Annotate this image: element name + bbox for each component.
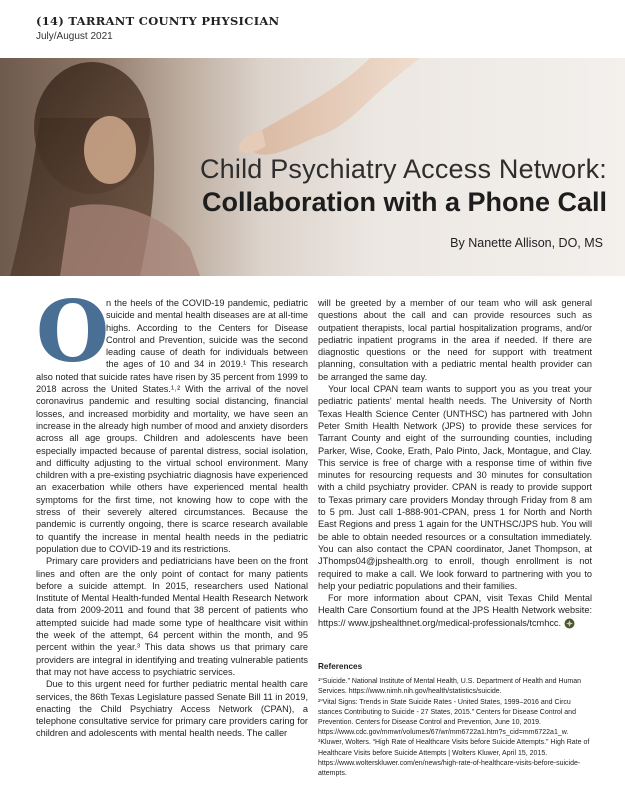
paragraph: Primary care providers and pediatricians have been on the front lines and often are the only point of contact for many patients before a suicide attempt. In 2015, researchers used National Institute of Mental Health-funded Mental Health Research Network data from 2009-2011 and found that 38 percent of patients who attempted suicide had made some type of healthcare visit within the week of the attempt, 64 percent within the month, and 95 percent within the year.³ This data shows us that primary care providers are integral in identifying and treating vulnerable patients that may not have access to psychiatric services. [36, 556, 308, 677]
paragraph: will be greeted by a member of our team who will ask general questions about the call and can provide resources such as outpatient therapists, local partial hospitalization programs, and/or pediatric inpatient programs in the area if needed. If there are diagnostic questions or the need for support with treatment planning, consultation with a pediatric mental health provider can be arranged the same day. [318, 298, 592, 382]
references-section [318, 662, 594, 779]
paragraph [318, 592, 592, 629]
paragraph: Due to this urgent need for further pediatric mental health care services, the 86th Texas Legislature passed Senate Bill 11 in 2019, enacting the Child Psychiatry Access Network (CPAN), a telephone consultative service for primary care providers caring for children and adolescents with mental health needs. The caller [36, 679, 308, 739]
hero-banner [0, 58, 625, 276]
publication-name: (14) TARRANT COUNTY PHYSICIAN [36, 14, 280, 28]
article-column-left [36, 282, 308, 740]
article-byline: By Nanette Allison, DO, MS [450, 236, 603, 250]
paragraph: n the heels of the COVID-19 pandemic, pediatric suicide and mental health diseases are at all-time highs. According to the Centers for Disease Control and Prevention, suicide was the second leading cause of death for individuals between the ages of 10 and 34 in 2019.¹ This research also noted that suicide rates have risen by 35 percent from 1999 to 2018 across the United States.¹˒² With the arrival of the novel coronavirus pandemic and resulting social distancing, financial losses, and increased morbidity and mortality, we have seen an increase in the already high number of mood and anxiety disorders across all age groups. Children and adolescents have been especially impacted because of parental distress, social isolation, and difficulty adjusting to the virtual school environment. Many children with a pre-existing psychiatric diagnosis have experienced an exacerbation while others have experienced mental health symptoms for the first time, not knowing how to cope with the stress of their severely altered circumstances. Because the pandemic is currently ongoing, there is scarce research available to quantify the increase in mental health needs in the pediatric population due to COVID-19 and its restrictions. [36, 298, 308, 554]
reference-item: ²“Vital Signs: Trends in State Suicide Rates - United States, 1999–2016 and Circu stances Contributing to Suicide - 27 States, 2015.” Centers for Disease Control and Prevention. Centers for Disease Control and Prevention, June 10, 2019. https://www.cdc.gov/mmwr/volumes/67/wr/mm6722a1.htm?s_cid=mm6722a1_w. [318, 698, 576, 737]
reference-item: ¹“Suicide.” National Institute of Mental Health, U.S. Department of Health and Human Services. https://www.nimh.nih.gov/health/statistics/suicide. [318, 678, 582, 696]
end-mark-icon [564, 618, 575, 629]
article-title: Child Psychiatry Access Network: [199, 154, 607, 184]
article-column-right [318, 297, 592, 629]
paragraph-text: For more information about CPAN, visit Texas Child Mental Health Care Consortium found at the JPS Health Network website: https:// www.jpshealthnet.org/medical-professionals/tcmhcc. [318, 593, 592, 628]
article-subtitle: Collaboration with a Phone Call [201, 187, 607, 217]
reference-item: ³Kluwer, Wolters. “High Rate of Healthcare Visits before Suicide Attempts.” High Rate of Healthcare Visits before Suicide Attempts | Wolters Kluwer, April 15, 2015. https://www.wolterskluwer.com/en/news/high-rate-of-healthcare-visits-before-suicide-attempts. [318, 739, 590, 778]
paragraph: Your local CPAN team wants to support you as you treat your pediatric patients’ mental health needs. The University of North Texas Health Science Center (UNTHSC) has partnered with John Peter Smith Health Network (JPS) to provide these services for Tarrant County and eight of the surrounding counties, including Parker, Wise, Cooke, Erath, Palo Pinto, Jack, Montague, and Clay. This service is free of charge with a response time of within five minutes for resourcing requests and 30 minutes for consultation with a child psychiatry provider. CPAN is ready to provide support to Texas primary care providers Monday through Friday from 8 am to 5 pm. Just call 1-888-901-CPAN, press 1 for North and North East Regions and press 1 again for the UNTHSC/JPS hub. You will be able to obtain needed resources or a consultation immediately. You can also contact the CPAN coordinator, Janet Thompson, at JThomps04@jpshealth.org to enroll, though enrollment is not required to make a call. We look forward to partnering with you to help your pediatric populations and their families. [318, 384, 592, 591]
references-title: References [318, 662, 363, 671]
drop-cap: O [36, 282, 110, 381]
page-header [36, 14, 279, 42]
issue-date: July/August 2021 [36, 31, 113, 42]
